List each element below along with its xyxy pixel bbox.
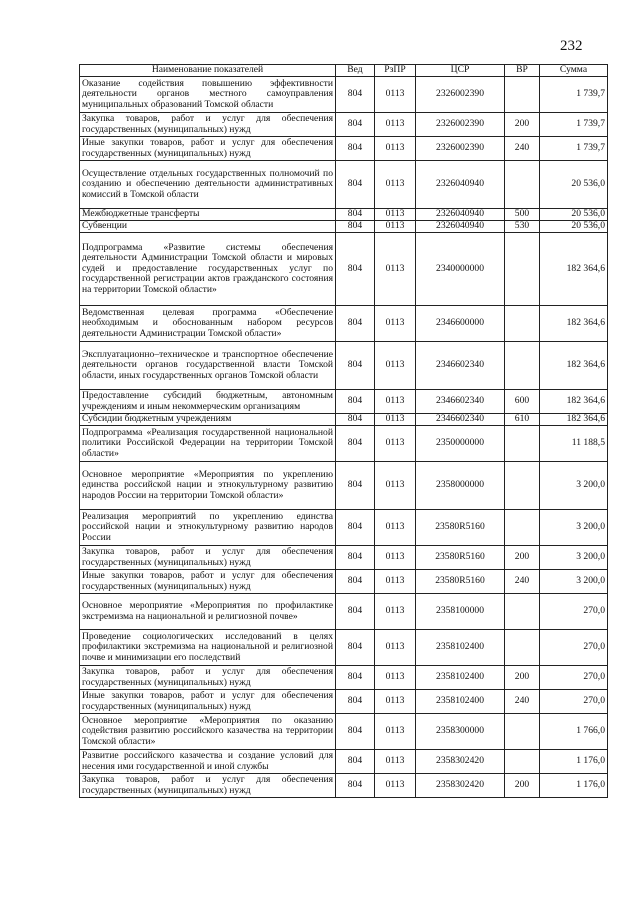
column-header-vr: ВР xyxy=(505,65,540,77)
cell-sum: 1 766,0 xyxy=(540,714,608,750)
cell-rzpr: 0113 xyxy=(375,342,416,390)
cell-name: Основное мероприятие «Мероприятия по укреплению единства российской нации и этнокультурному развитию народов России на территории Томской области» xyxy=(80,462,336,510)
cell-rzpr: 0113 xyxy=(375,774,416,798)
table-row xyxy=(80,690,608,714)
cell-vr: 240 xyxy=(505,690,540,714)
cell-csr: 2346602340 xyxy=(416,390,505,414)
table-row xyxy=(80,510,608,546)
cell-ved: 804 xyxy=(336,233,375,306)
cell-csr: 2326040940 xyxy=(416,209,505,221)
cell-rzpr: 0113 xyxy=(375,570,416,594)
cell-vr: 200 xyxy=(505,113,540,137)
cell-sum: 182 364,6 xyxy=(540,342,608,390)
table-header-row xyxy=(80,65,608,77)
cell-vr xyxy=(505,342,540,390)
cell-ved: 804 xyxy=(336,113,375,137)
column-header-name: Наименование показателей xyxy=(80,65,336,77)
cell-ved: 804 xyxy=(336,690,375,714)
cell-name: Основное мероприятие «Мероприятия по профилактике экстремизма на национальной и религиозной почве» xyxy=(80,594,336,630)
cell-name: Ведомственная целевая программа «Обеспечение необходимым и обоснованным набором ресурсов деятельности Администрации Томской области» xyxy=(80,306,336,342)
cell-sum: 3 200,0 xyxy=(540,546,608,570)
cell-name: Подпрограмма «Развитие системы обеспечения деятельности Администрации Томской области и мировых судей и предоставление государственных услуг по государственной регистрации актов гражданского состояния на территории Томской области» xyxy=(80,233,336,306)
cell-name: Иные закупки товаров, работ и услуг для обеспечения государственных (муниципальных) нужд xyxy=(80,690,336,714)
cell-vr xyxy=(505,630,540,666)
table-row xyxy=(80,221,608,233)
column-header-sum: Сумма xyxy=(540,65,608,77)
cell-csr: 2346602340 xyxy=(416,342,505,390)
table-row xyxy=(80,426,608,462)
table-row xyxy=(80,594,608,630)
cell-ved: 804 xyxy=(336,750,375,774)
table-row xyxy=(80,714,608,750)
cell-ved: 804 xyxy=(336,594,375,630)
cell-name: Проведение социологических исследований в целях профилактики экстремизма на национальной и религиозной почве и минимизации его последствий xyxy=(80,630,336,666)
cell-vr: 610 xyxy=(505,414,540,426)
cell-name: Закупка товаров, работ и услуг для обеспечения государственных (муниципальных) нужд xyxy=(80,774,336,798)
cell-name: Закупка товаров, работ и услуг для обеспечения государственных (муниципальных) нужд xyxy=(80,113,336,137)
cell-rzpr: 0113 xyxy=(375,510,416,546)
cell-vr: 200 xyxy=(505,774,540,798)
cell-vr: 530 xyxy=(505,221,540,233)
cell-vr xyxy=(505,161,540,209)
cell-csr: 2358102400 xyxy=(416,666,505,690)
cell-csr: 23580R5160 xyxy=(416,570,505,594)
cell-vr xyxy=(505,426,540,462)
cell-ved: 804 xyxy=(336,666,375,690)
cell-ved: 804 xyxy=(336,77,375,113)
cell-sum: 270,0 xyxy=(540,666,608,690)
cell-vr xyxy=(505,714,540,750)
cell-sum: 20 536,0 xyxy=(540,209,608,221)
cell-rzpr: 0113 xyxy=(375,306,416,342)
cell-vr: 600 xyxy=(505,390,540,414)
table-row xyxy=(80,774,608,798)
cell-sum: 1 739,7 xyxy=(540,77,608,113)
cell-csr: 2326002390 xyxy=(416,137,505,161)
table-row xyxy=(80,113,608,137)
cell-sum: 3 200,0 xyxy=(540,570,608,594)
cell-name: Оказание содействия повышению эффективности деятельности органов местного самоуправления муниципальных образований Томской области xyxy=(80,77,336,113)
cell-rzpr: 0113 xyxy=(375,546,416,570)
cell-name: Закупка товаров, работ и услуг для обеспечения государственных (муниципальных) нужд xyxy=(80,546,336,570)
cell-name: Межбюджетные трансферты xyxy=(80,209,336,221)
table-row xyxy=(80,342,608,390)
cell-sum: 182 364,6 xyxy=(540,233,608,306)
cell-csr: 2346602340 xyxy=(416,414,505,426)
cell-rzpr: 0113 xyxy=(375,113,416,137)
cell-vr: 200 xyxy=(505,546,540,570)
cell-ved: 804 xyxy=(336,414,375,426)
cell-name: Субсидии бюджетным учреждениям xyxy=(80,414,336,426)
cell-csr: 2358102400 xyxy=(416,630,505,666)
budget-table xyxy=(79,64,608,798)
cell-ved: 804 xyxy=(336,426,375,462)
cell-vr xyxy=(505,594,540,630)
cell-sum: 182 364,6 xyxy=(540,390,608,414)
cell-sum: 1 739,7 xyxy=(540,113,608,137)
table-row xyxy=(80,750,608,774)
cell-vr: 240 xyxy=(505,137,540,161)
cell-csr: 2358000000 xyxy=(416,462,505,510)
cell-vr: 240 xyxy=(505,570,540,594)
cell-ved: 804 xyxy=(336,630,375,666)
cell-name: Развитие российского казачества и создание условий для несения ими государственной и иной службы xyxy=(80,750,336,774)
column-header-csr: ЦСР xyxy=(416,65,505,77)
table-row xyxy=(80,546,608,570)
cell-rzpr: 0113 xyxy=(375,594,416,630)
cell-sum: 1 176,0 xyxy=(540,750,608,774)
cell-name: Основное мероприятие «Мероприятия по оказанию содействия развитию российского казачества на территории Томской области» xyxy=(80,714,336,750)
cell-sum: 1 739,7 xyxy=(540,137,608,161)
column-header-ved: Вед xyxy=(336,65,375,77)
table-row xyxy=(80,306,608,342)
cell-ved: 804 xyxy=(336,306,375,342)
cell-ved: 804 xyxy=(336,161,375,209)
cell-sum: 20 536,0 xyxy=(540,161,608,209)
cell-csr: 2358100000 xyxy=(416,594,505,630)
cell-csr: 2340000000 xyxy=(416,233,505,306)
cell-ved: 804 xyxy=(336,510,375,546)
table-row xyxy=(80,414,608,426)
table-row xyxy=(80,390,608,414)
cell-rzpr: 0113 xyxy=(375,426,416,462)
cell-ved: 804 xyxy=(336,221,375,233)
table-row xyxy=(80,666,608,690)
cell-sum: 182 364,6 xyxy=(540,306,608,342)
cell-rzpr: 0113 xyxy=(375,137,416,161)
cell-vr xyxy=(505,77,540,113)
cell-rzpr: 0113 xyxy=(375,714,416,750)
cell-rzpr: 0113 xyxy=(375,209,416,221)
cell-vr: 200 xyxy=(505,666,540,690)
cell-name: Субвенции xyxy=(80,221,336,233)
cell-name: Иные закупки товаров, работ и услуг для обеспечения государственных (муниципальных) нужд xyxy=(80,570,336,594)
table-row xyxy=(80,77,608,113)
table-row xyxy=(80,137,608,161)
cell-ved: 804 xyxy=(336,462,375,510)
cell-sum: 3 200,0 xyxy=(540,462,608,510)
table-row xyxy=(80,209,608,221)
cell-name: Реализация мероприятий по укреплению единства российской нации и этнокультурному развитию народов России xyxy=(80,510,336,546)
table-body xyxy=(80,77,608,798)
table-row xyxy=(80,161,608,209)
cell-ved: 804 xyxy=(336,137,375,161)
cell-ved: 804 xyxy=(336,774,375,798)
cell-ved: 804 xyxy=(336,209,375,221)
table-row xyxy=(80,630,608,666)
cell-rzpr: 0113 xyxy=(375,666,416,690)
cell-rzpr: 0113 xyxy=(375,233,416,306)
cell-sum: 270,0 xyxy=(540,594,608,630)
table-row xyxy=(80,462,608,510)
cell-name: Подпрограмма «Реализация государственной национальной политики Российской Федерации на территории Томской области» xyxy=(80,426,336,462)
cell-csr: 2358300000 xyxy=(416,714,505,750)
cell-csr: 2326040940 xyxy=(416,221,505,233)
cell-vr xyxy=(505,306,540,342)
cell-sum: 270,0 xyxy=(540,690,608,714)
cell-rzpr: 0113 xyxy=(375,750,416,774)
cell-name: Предоставление субсидий бюджетным, автономным учреждениям и иным некоммерческим организациям xyxy=(80,390,336,414)
cell-sum: 182 364,6 xyxy=(540,414,608,426)
cell-ved: 804 xyxy=(336,546,375,570)
table-row xyxy=(80,233,608,306)
cell-vr xyxy=(505,233,540,306)
cell-ved: 804 xyxy=(336,390,375,414)
cell-csr: 2358302420 xyxy=(416,774,505,798)
cell-rzpr: 0113 xyxy=(375,161,416,209)
column-header-rzpr: РзПР xyxy=(375,65,416,77)
cell-csr: 2326002390 xyxy=(416,113,505,137)
cell-csr: 23580R5160 xyxy=(416,510,505,546)
cell-name: Осуществление отдельных государственных полномочий по созданию и обеспечению деятельности административных комиссий в Томской области xyxy=(80,161,336,209)
cell-rzpr: 0113 xyxy=(375,221,416,233)
cell-ved: 804 xyxy=(336,714,375,750)
cell-rzpr: 0113 xyxy=(375,77,416,113)
cell-ved: 804 xyxy=(336,570,375,594)
cell-name: Закупка товаров, работ и услуг для обеспечения государственных (муниципальных) нужд xyxy=(80,666,336,690)
page-number: 232 xyxy=(560,38,583,54)
cell-sum: 3 200,0 xyxy=(540,510,608,546)
table-row xyxy=(80,570,608,594)
cell-csr: 23580R5160 xyxy=(416,546,505,570)
cell-csr: 2326002390 xyxy=(416,77,505,113)
cell-rzpr: 0113 xyxy=(375,690,416,714)
cell-sum: 11 188,5 xyxy=(540,426,608,462)
cell-vr: 500 xyxy=(505,209,540,221)
cell-csr: 2346600000 xyxy=(416,306,505,342)
cell-ved: 804 xyxy=(336,342,375,390)
cell-rzpr: 0113 xyxy=(375,630,416,666)
cell-vr xyxy=(505,462,540,510)
cell-name: Эксплуатационно–техническое и транспортное обеспечение деятельности органов государственной власти Томской области, иных государственных органов Томской области xyxy=(80,342,336,390)
cell-sum: 270,0 xyxy=(540,630,608,666)
cell-csr: 2358102400 xyxy=(416,690,505,714)
cell-rzpr: 0113 xyxy=(375,414,416,426)
cell-sum: 20 536,0 xyxy=(540,221,608,233)
cell-csr: 2358302420 xyxy=(416,750,505,774)
cell-vr xyxy=(505,750,540,774)
cell-rzpr: 0113 xyxy=(375,462,416,510)
cell-name: Иные закупки товаров, работ и услуг для обеспечения государственных (муниципальных) нужд xyxy=(80,137,336,161)
cell-sum: 1 176,0 xyxy=(540,774,608,798)
cell-csr: 2326040940 xyxy=(416,161,505,209)
cell-rzpr: 0113 xyxy=(375,390,416,414)
cell-csr: 2350000000 xyxy=(416,426,505,462)
cell-vr xyxy=(505,510,540,546)
